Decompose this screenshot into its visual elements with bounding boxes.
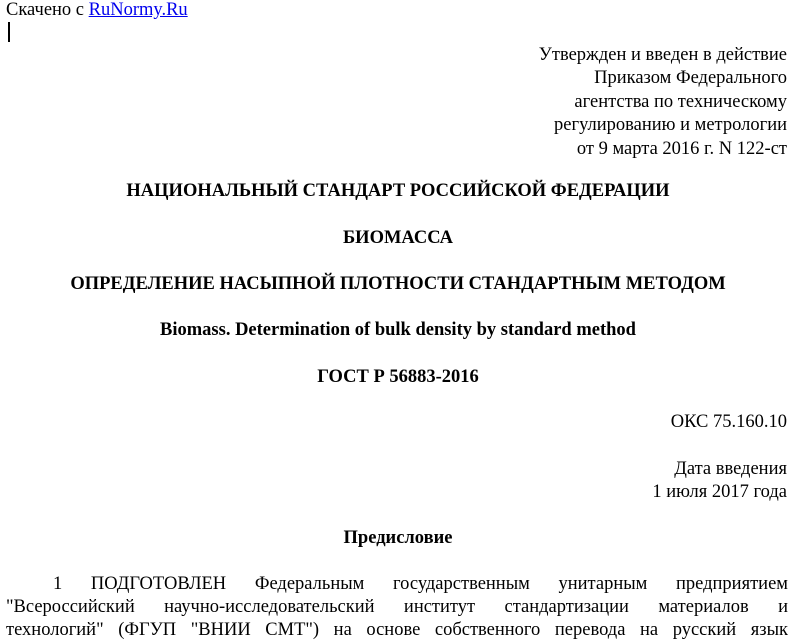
preface-title: Предисловие xyxy=(343,528,453,548)
source-prefix: Скачено с xyxy=(6,0,85,20)
intro-date-label: Дата введения xyxy=(674,459,787,479)
document-title-ru: ОПРЕДЕЛЕНИЕ НАСЫПНОЙ ПЛОТНОСТИ СТАНДАРТНЫМ МЕТОДОМ xyxy=(70,274,726,294)
approval-line: регулированию и метрологии xyxy=(554,115,787,136)
intro-date-block xyxy=(652,458,787,504)
subject-heading: БИОМАССА xyxy=(342,228,454,248)
approval-line: Приказом Федерального xyxy=(594,68,787,89)
preface-line: технологий" (ФГУП "ВНИИ СМТ") на основе собственного перевода на русский язык xyxy=(6,620,788,640)
approval-block xyxy=(367,44,787,161)
text-cursor xyxy=(8,22,10,42)
intro-date-value: 1 июля 2017 года xyxy=(652,482,787,502)
approval-line: от 9 марта 2016 г. N 122-ст xyxy=(576,138,787,159)
approval-line: Утвержден и введен в действие xyxy=(538,45,787,65)
preface-paragraph xyxy=(6,573,788,642)
approval-line: агентства по техническому xyxy=(574,91,787,112)
national-standard-heading: НАЦИОНАЛЬНЫЙ СТАНДАРТ РОССИЙСКОЙ ФЕДЕРАЦИИ xyxy=(126,181,670,201)
preface-line: 1 ПОДГОТОВЛЕН Федеральным государственным унитарным предприятием xyxy=(53,574,788,594)
preface-line: "Всероссийский научно-исследовательский институт стандартизации материалов и xyxy=(6,597,788,617)
document-title-en: Biomass. Determination of bulk density by standard method xyxy=(160,320,636,340)
source-line xyxy=(6,0,188,20)
oks-code: ОКС 75.160.10 xyxy=(670,412,787,432)
runormy-link[interactable]: RuNormy.Ru xyxy=(88,0,188,20)
gost-number: ГОСТ Р 56883-2016 xyxy=(317,367,479,387)
